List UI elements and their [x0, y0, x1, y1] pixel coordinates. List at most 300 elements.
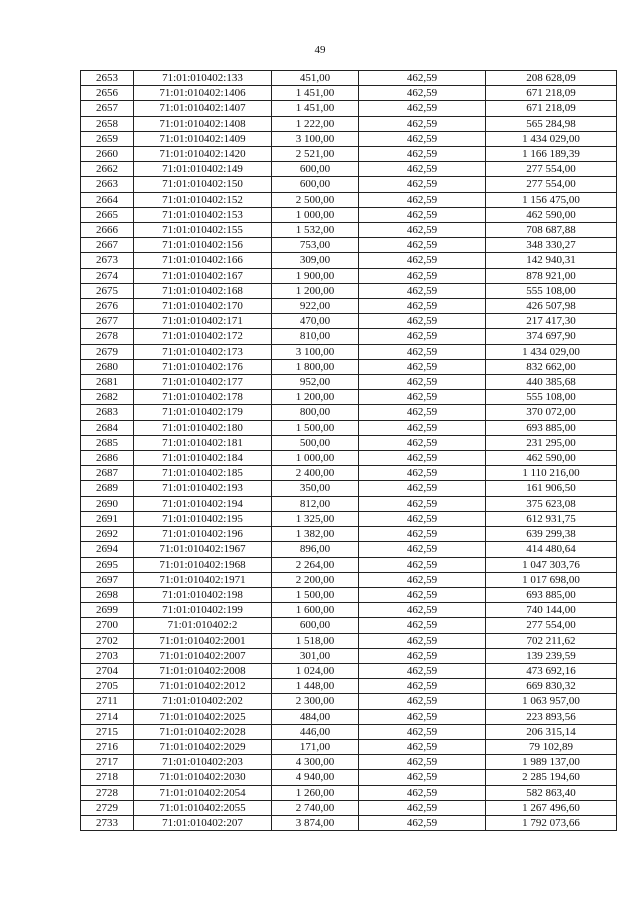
value-cell: 832 662,00: [486, 359, 617, 374]
value-cell: 139 239,59: [486, 648, 617, 663]
cadastral-number-cell: 71:01:010402:1407: [134, 101, 272, 116]
cadastral-number-cell: 71:01:010402:173: [134, 344, 272, 359]
area-cell: 1 451,00: [272, 86, 359, 101]
table-row: [81, 238, 617, 253]
row-number-cell: 2717: [81, 755, 134, 770]
table-row: [81, 496, 617, 511]
table-row: [81, 223, 617, 238]
value-cell: 208 628,09: [486, 71, 617, 86]
value-cell: 161 906,50: [486, 481, 617, 496]
area-cell: 800,00: [272, 405, 359, 420]
value-cell: 1 047 303,76: [486, 557, 617, 572]
rate-cell: 462,59: [359, 618, 486, 633]
cadastral-number-cell: 71:01:010402:2025: [134, 709, 272, 724]
value-cell: 1 792 073,66: [486, 815, 617, 830]
value-cell: 440 385,68: [486, 375, 617, 390]
table-row: [81, 147, 617, 162]
rate-cell: 462,59: [359, 739, 486, 754]
row-number-cell: 2684: [81, 420, 134, 435]
rate-cell: 462,59: [359, 435, 486, 450]
rate-cell: 462,59: [359, 359, 486, 374]
row-number-cell: 2675: [81, 283, 134, 298]
rate-cell: 462,59: [359, 207, 486, 222]
value-cell: 217 417,30: [486, 314, 617, 329]
row-number-cell: 2677: [81, 314, 134, 329]
table-row: [81, 815, 617, 830]
row-number-cell: 2686: [81, 451, 134, 466]
cadastral-number-cell: 71:01:010402:202: [134, 694, 272, 709]
table-row: [81, 86, 617, 101]
rate-cell: 462,59: [359, 86, 486, 101]
rate-cell: 462,59: [359, 755, 486, 770]
table-row: [81, 116, 617, 131]
row-number-cell: 2660: [81, 147, 134, 162]
table-body: [81, 71, 617, 831]
area-cell: 1 500,00: [272, 420, 359, 435]
value-cell: 206 315,14: [486, 724, 617, 739]
value-cell: 2 285 194,60: [486, 770, 617, 785]
cadastral-number-cell: 71:01:010402:184: [134, 451, 272, 466]
row-number-cell: 2694: [81, 542, 134, 557]
area-cell: 1 024,00: [272, 663, 359, 678]
row-number-cell: 2702: [81, 633, 134, 648]
table-row: [81, 101, 617, 116]
area-cell: 1 900,00: [272, 268, 359, 283]
row-number-cell: 2676: [81, 299, 134, 314]
value-cell: 473 692,16: [486, 663, 617, 678]
table-row: [81, 177, 617, 192]
rate-cell: 462,59: [359, 679, 486, 694]
table-row: [81, 527, 617, 542]
area-cell: 1 325,00: [272, 511, 359, 526]
row-number-cell: 2689: [81, 481, 134, 496]
value-cell: 1 017 698,00: [486, 572, 617, 587]
cadastral-number-cell: 71:01:010402:156: [134, 238, 272, 253]
rate-cell: 462,59: [359, 192, 486, 207]
rate-cell: 462,59: [359, 329, 486, 344]
table-row: [81, 800, 617, 815]
rate-cell: 462,59: [359, 481, 486, 496]
value-cell: 1 166 189,39: [486, 147, 617, 162]
value-cell: 671 218,09: [486, 101, 617, 116]
rate-cell: 462,59: [359, 405, 486, 420]
rate-cell: 462,59: [359, 375, 486, 390]
value-cell: 142 940,31: [486, 253, 617, 268]
area-cell: 1 222,00: [272, 116, 359, 131]
rate-cell: 462,59: [359, 496, 486, 511]
table-row: [81, 770, 617, 785]
area-cell: 1 451,00: [272, 101, 359, 116]
cadastral-number-cell: 71:01:010402:203: [134, 755, 272, 770]
cadastral-number-cell: 71:01:010402:1968: [134, 557, 272, 572]
area-cell: 3 100,00: [272, 344, 359, 359]
table-row: [81, 329, 617, 344]
table-row: [81, 131, 617, 146]
cadastral-number-cell: 71:01:010402:167: [134, 268, 272, 283]
cadastral-number-cell: 71:01:010402:2001: [134, 633, 272, 648]
rate-cell: 462,59: [359, 572, 486, 587]
area-cell: 810,00: [272, 329, 359, 344]
row-number-cell: 2653: [81, 71, 134, 86]
area-cell: 3 100,00: [272, 131, 359, 146]
page-number: 49: [314, 44, 326, 56]
rate-cell: 462,59: [359, 527, 486, 542]
table-row: [81, 739, 617, 754]
area-cell: 4 300,00: [272, 755, 359, 770]
cadastral-number-cell: 71:01:010402:2028: [134, 724, 272, 739]
value-cell: 639 299,38: [486, 527, 617, 542]
area-cell: 1 518,00: [272, 633, 359, 648]
table-row: [81, 618, 617, 633]
area-cell: 2 521,00: [272, 147, 359, 162]
value-cell: 702 211,62: [486, 633, 617, 648]
area-cell: 1 500,00: [272, 587, 359, 602]
value-cell: 878 921,00: [486, 268, 617, 283]
table-row: [81, 466, 617, 481]
value-cell: 671 218,09: [486, 86, 617, 101]
cadastral-number-cell: 71:01:010402:2: [134, 618, 272, 633]
table-row: [81, 390, 617, 405]
area-cell: 484,00: [272, 709, 359, 724]
value-cell: 565 284,98: [486, 116, 617, 131]
cadastral-number-cell: 71:01:010402:2054: [134, 785, 272, 800]
rate-cell: 462,59: [359, 268, 486, 283]
row-number-cell: 2690: [81, 496, 134, 511]
rate-cell: 462,59: [359, 162, 486, 177]
value-cell: 223 893,56: [486, 709, 617, 724]
rate-cell: 462,59: [359, 587, 486, 602]
area-cell: 1 000,00: [272, 451, 359, 466]
row-number-cell: 2733: [81, 815, 134, 830]
area-cell: 446,00: [272, 724, 359, 739]
value-cell: 1 434 029,00: [486, 131, 617, 146]
row-number-cell: 2667: [81, 238, 134, 253]
cadastral-number-cell: 71:01:010402:199: [134, 603, 272, 618]
table-row: [81, 557, 617, 572]
value-cell: 708 687,88: [486, 223, 617, 238]
area-cell: 3 874,00: [272, 815, 359, 830]
cadastral-number-cell: 71:01:010402:194: [134, 496, 272, 511]
row-number-cell: 2691: [81, 511, 134, 526]
table-row: [81, 451, 617, 466]
table-row: [81, 709, 617, 724]
table-row: [81, 633, 617, 648]
row-number-cell: 2657: [81, 101, 134, 116]
cadastral-number-cell: 71:01:010402:2055: [134, 800, 272, 815]
rate-cell: 462,59: [359, 238, 486, 253]
row-number-cell: 2665: [81, 207, 134, 222]
row-number-cell: 2682: [81, 390, 134, 405]
rate-cell: 462,59: [359, 815, 486, 830]
cadastral-number-cell: 71:01:010402:166: [134, 253, 272, 268]
table-row: [81, 420, 617, 435]
area-cell: 1 382,00: [272, 527, 359, 542]
value-cell: 231 295,00: [486, 435, 617, 450]
row-number-cell: 2711: [81, 694, 134, 709]
row-number-cell: 2729: [81, 800, 134, 815]
rate-cell: 462,59: [359, 511, 486, 526]
value-cell: 426 507,98: [486, 299, 617, 314]
area-cell: 4 940,00: [272, 770, 359, 785]
value-cell: 693 885,00: [486, 420, 617, 435]
rate-cell: 462,59: [359, 770, 486, 785]
cadastral-number-cell: 71:01:010402:195: [134, 511, 272, 526]
value-cell: 414 480,64: [486, 542, 617, 557]
rate-cell: 462,59: [359, 283, 486, 298]
row-number-cell: 2695: [81, 557, 134, 572]
area-cell: 2 200,00: [272, 572, 359, 587]
value-cell: 555 108,00: [486, 283, 617, 298]
area-cell: 753,00: [272, 238, 359, 253]
cadastral-number-cell: 71:01:010402:149: [134, 162, 272, 177]
area-cell: 500,00: [272, 435, 359, 450]
rate-cell: 462,59: [359, 223, 486, 238]
row-number-cell: 2659: [81, 131, 134, 146]
row-number-cell: 2681: [81, 375, 134, 390]
rate-cell: 462,59: [359, 451, 486, 466]
row-number-cell: 2699: [81, 603, 134, 618]
row-number-cell: 2674: [81, 268, 134, 283]
rate-cell: 462,59: [359, 71, 486, 86]
table-row: [81, 603, 617, 618]
value-cell: 277 554,00: [486, 618, 617, 633]
rate-cell: 462,59: [359, 147, 486, 162]
cadastral-number-cell: 71:01:010402:1408: [134, 116, 272, 131]
table-row: [81, 314, 617, 329]
rate-cell: 462,59: [359, 724, 486, 739]
value-cell: 462 590,00: [486, 207, 617, 222]
cadastral-number-cell: 71:01:010402:153: [134, 207, 272, 222]
value-cell: 1 989 137,00: [486, 755, 617, 770]
value-cell: 277 554,00: [486, 177, 617, 192]
row-number-cell: 2663: [81, 177, 134, 192]
area-cell: 470,00: [272, 314, 359, 329]
value-cell: 374 697,90: [486, 329, 617, 344]
area-cell: 451,00: [272, 71, 359, 86]
cadastral-number-cell: 71:01:010402:1409: [134, 131, 272, 146]
rate-cell: 462,59: [359, 390, 486, 405]
area-cell: 1 200,00: [272, 390, 359, 405]
rate-cell: 462,59: [359, 800, 486, 815]
rate-cell: 462,59: [359, 177, 486, 192]
value-cell: 79 102,89: [486, 739, 617, 754]
cadastral-number-cell: 71:01:010402:1971: [134, 572, 272, 587]
cadastral-number-cell: 71:01:010402:1420: [134, 147, 272, 162]
cadastral-number-cell: 71:01:010402:168: [134, 283, 272, 298]
rate-cell: 462,59: [359, 253, 486, 268]
area-cell: 1 260,00: [272, 785, 359, 800]
row-number-cell: 2700: [81, 618, 134, 633]
cadastral-table: [80, 70, 617, 831]
table-row: [81, 299, 617, 314]
cadastral-number-cell: 71:01:010402:2007: [134, 648, 272, 663]
row-number-cell: 2697: [81, 572, 134, 587]
area-cell: 2 300,00: [272, 694, 359, 709]
rate-cell: 462,59: [359, 344, 486, 359]
table-row: [81, 572, 617, 587]
value-cell: 462 590,00: [486, 451, 617, 466]
value-cell: 582 863,40: [486, 785, 617, 800]
cadastral-number-cell: 71:01:010402:207: [134, 815, 272, 830]
table-row: [81, 755, 617, 770]
row-number-cell: 2678: [81, 329, 134, 344]
table-row: [81, 192, 617, 207]
cadastral-number-cell: 71:01:010402:193: [134, 481, 272, 496]
row-number-cell: 2698: [81, 587, 134, 602]
cadastral-number-cell: 71:01:010402:2008: [134, 663, 272, 678]
cadastral-number-cell: 71:01:010402:171: [134, 314, 272, 329]
area-cell: 2 500,00: [272, 192, 359, 207]
row-number-cell: 2662: [81, 162, 134, 177]
rate-cell: 462,59: [359, 603, 486, 618]
row-number-cell: 2728: [81, 785, 134, 800]
row-number-cell: 2680: [81, 359, 134, 374]
value-cell: 1 434 029,00: [486, 344, 617, 359]
area-cell: 812,00: [272, 496, 359, 511]
table-row: [81, 542, 617, 557]
cadastral-number-cell: 71:01:010402:196: [134, 527, 272, 542]
value-cell: 1 267 496,60: [486, 800, 617, 815]
table-row: [81, 405, 617, 420]
value-cell: 693 885,00: [486, 587, 617, 602]
area-cell: 1 000,00: [272, 207, 359, 222]
cadastral-number-cell: 71:01:010402:177: [134, 375, 272, 390]
cadastral-number-cell: 71:01:010402:1406: [134, 86, 272, 101]
rate-cell: 462,59: [359, 785, 486, 800]
row-number-cell: 2692: [81, 527, 134, 542]
rate-cell: 462,59: [359, 633, 486, 648]
row-number-cell: 2703: [81, 648, 134, 663]
row-number-cell: 2685: [81, 435, 134, 450]
cadastral-number-cell: 71:01:010402:172: [134, 329, 272, 344]
value-cell: 669 830,32: [486, 679, 617, 694]
table-row: [81, 344, 617, 359]
area-cell: 600,00: [272, 618, 359, 633]
cadastral-number-cell: 71:01:010402:170: [134, 299, 272, 314]
table-row: [81, 435, 617, 450]
row-number-cell: 2658: [81, 116, 134, 131]
table-row: [81, 375, 617, 390]
rate-cell: 462,59: [359, 557, 486, 572]
row-number-cell: 2683: [81, 405, 134, 420]
area-cell: 1 448,00: [272, 679, 359, 694]
row-number-cell: 2673: [81, 253, 134, 268]
value-cell: 1 063 957,00: [486, 694, 617, 709]
cadastral-number-cell: 71:01:010402:185: [134, 466, 272, 481]
rate-cell: 462,59: [359, 314, 486, 329]
cadastral-number-cell: 71:01:010402:2029: [134, 739, 272, 754]
row-number-cell: 2714: [81, 709, 134, 724]
rate-cell: 462,59: [359, 648, 486, 663]
area-cell: 1 532,00: [272, 223, 359, 238]
value-cell: 1 110 216,00: [486, 466, 617, 481]
table-row: [81, 511, 617, 526]
cadastral-number-cell: 71:01:010402:181: [134, 435, 272, 450]
table-row: [81, 679, 617, 694]
area-cell: 952,00: [272, 375, 359, 390]
table-row: [81, 648, 617, 663]
area-cell: 2 400,00: [272, 466, 359, 481]
row-number-cell: 2718: [81, 770, 134, 785]
area-cell: 600,00: [272, 162, 359, 177]
row-number-cell: 2716: [81, 739, 134, 754]
cadastral-number-cell: 71:01:010402:179: [134, 405, 272, 420]
table-row: [81, 359, 617, 374]
cadastral-number-cell: 71:01:010402:133: [134, 71, 272, 86]
area-cell: 2 264,00: [272, 557, 359, 572]
value-cell: 612 931,75: [486, 511, 617, 526]
row-number-cell: 2704: [81, 663, 134, 678]
table-row: [81, 724, 617, 739]
row-number-cell: 2656: [81, 86, 134, 101]
area-cell: 2 740,00: [272, 800, 359, 815]
area-cell: 301,00: [272, 648, 359, 663]
table-row: [81, 207, 617, 222]
table-row: [81, 283, 617, 298]
table-row: [81, 71, 617, 86]
rate-cell: 462,59: [359, 466, 486, 481]
table-row: [81, 253, 617, 268]
cadastral-number-cell: 71:01:010402:155: [134, 223, 272, 238]
area-cell: 1 200,00: [272, 283, 359, 298]
cadastral-number-cell: 71:01:010402:150: [134, 177, 272, 192]
row-number-cell: 2715: [81, 724, 134, 739]
rate-cell: 462,59: [359, 694, 486, 709]
area-cell: 896,00: [272, 542, 359, 557]
area-cell: 350,00: [272, 481, 359, 496]
area-cell: 309,00: [272, 253, 359, 268]
value-cell: 348 330,27: [486, 238, 617, 253]
cadastral-number-cell: 71:01:010402:152: [134, 192, 272, 207]
rate-cell: 462,59: [359, 663, 486, 678]
value-cell: 375 623,08: [486, 496, 617, 511]
row-number-cell: 2664: [81, 192, 134, 207]
rate-cell: 462,59: [359, 299, 486, 314]
area-cell: 1 600,00: [272, 603, 359, 618]
area-cell: 922,00: [272, 299, 359, 314]
cadastral-number-cell: 71:01:010402:1967: [134, 542, 272, 557]
area-cell: 171,00: [272, 739, 359, 754]
rate-cell: 462,59: [359, 709, 486, 724]
area-cell: 600,00: [272, 177, 359, 192]
value-cell: 1 156 475,00: [486, 192, 617, 207]
table-row: [81, 481, 617, 496]
table-row: [81, 785, 617, 800]
cadastral-number-cell: 71:01:010402:2012: [134, 679, 272, 694]
table-row: [81, 694, 617, 709]
table-row: [81, 587, 617, 602]
cadastral-number-cell: 71:01:010402:180: [134, 420, 272, 435]
value-cell: 740 144,00: [486, 603, 617, 618]
cadastral-number-cell: 71:01:010402:198: [134, 587, 272, 602]
cadastral-number-cell: 71:01:010402:176: [134, 359, 272, 374]
table-row: [81, 663, 617, 678]
rate-cell: 462,59: [359, 131, 486, 146]
table-row: [81, 162, 617, 177]
cadastral-number-cell: 71:01:010402:2030: [134, 770, 272, 785]
value-cell: 277 554,00: [486, 162, 617, 177]
rate-cell: 462,59: [359, 101, 486, 116]
table-row: [81, 268, 617, 283]
row-number-cell: 2705: [81, 679, 134, 694]
area-cell: 1 800,00: [272, 359, 359, 374]
rate-cell: 462,59: [359, 116, 486, 131]
row-number-cell: 2679: [81, 344, 134, 359]
rate-cell: 462,59: [359, 420, 486, 435]
rate-cell: 462,59: [359, 542, 486, 557]
row-number-cell: 2666: [81, 223, 134, 238]
value-cell: 370 072,00: [486, 405, 617, 420]
